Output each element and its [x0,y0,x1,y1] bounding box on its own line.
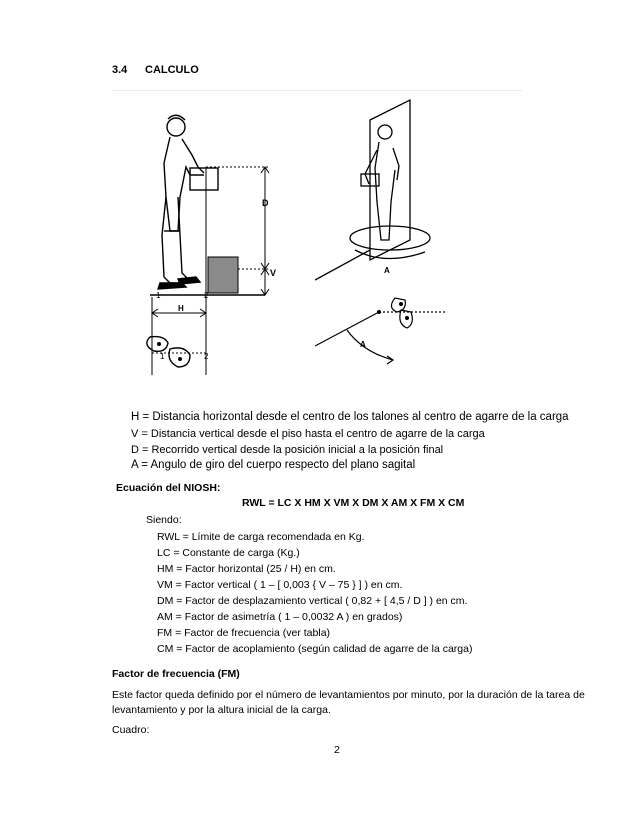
where-label: Siendo: [146,514,182,526]
frequency-heading: Factor de frecuencia (FM) [112,668,240,680]
label-point-1: 1 [156,291,161,300]
term-vm: VM = Factor vertical ( 1 – [ 0,003 { V – 75 } ] ) en cm. [157,579,403,591]
label-point-2: 2 [204,291,209,300]
section-number: 3.4 [112,64,128,76]
cuadro-label: Cuadro: [112,724,150,736]
term-hm: HM = Factor horizontal (25 / H) en cm. [157,563,336,575]
section-title: CALCULO [145,64,199,76]
equation-formula: RWL = LC X HM X VM X DM X AM X FM X CM [242,497,465,509]
definition-d: D = Recorrido vertical desde la posición inicial a la posición final [131,444,444,456]
page-number: 2 [334,744,340,756]
term-rwl: RWL = Límite de carga recomendada en Kg. [157,531,365,543]
term-fm: FM = Factor de frecuencia (ver tabla) [157,627,331,639]
equation-heading: Ecuación del NIOSH: [116,482,221,494]
definition-a: A = Angulo de giro del cuerpo respecto del plano sagital [131,459,416,471]
label-point-2-plan: 2 [204,352,209,361]
term-lc: LC = Constante de carga (Kg.) [157,547,300,559]
label-point-1-plan: 1 [160,352,165,361]
label-v: V [270,268,277,278]
frequency-paragraph-line2: levantamiento y por la altura inicial de la carga. [112,704,331,716]
label-h: H [178,304,184,313]
asymmetry-angle-figure [315,90,515,390]
term-am: AM = Factor de asimetría ( 1 – 0,0032 A ) en grados) [157,611,403,623]
definition-h: H = Distancia horizontal desde el centro de los talones al centro de agarre de la carga [131,411,569,423]
lifting-side-view-figure [140,105,305,375]
definition-v: V = Distancia vertical desde el piso hasta el centro de agarre de la carga [131,428,485,440]
label-a-perspective: A [384,266,390,275]
label-a-plan: A [360,340,366,349]
term-cm: CM = Factor de acoplamiento (según calidad de agarre de la carga) [157,643,473,655]
frequency-paragraph-line1: Este factor queda definido por el número de levantamientos por minuto, por la duración de la tarea de [112,689,585,701]
label-d: D [262,198,269,208]
term-dm: DM = Factor de desplazamiento vertical ( 0,82 + [ 4,5 / D ] ) en cm. [157,595,468,607]
